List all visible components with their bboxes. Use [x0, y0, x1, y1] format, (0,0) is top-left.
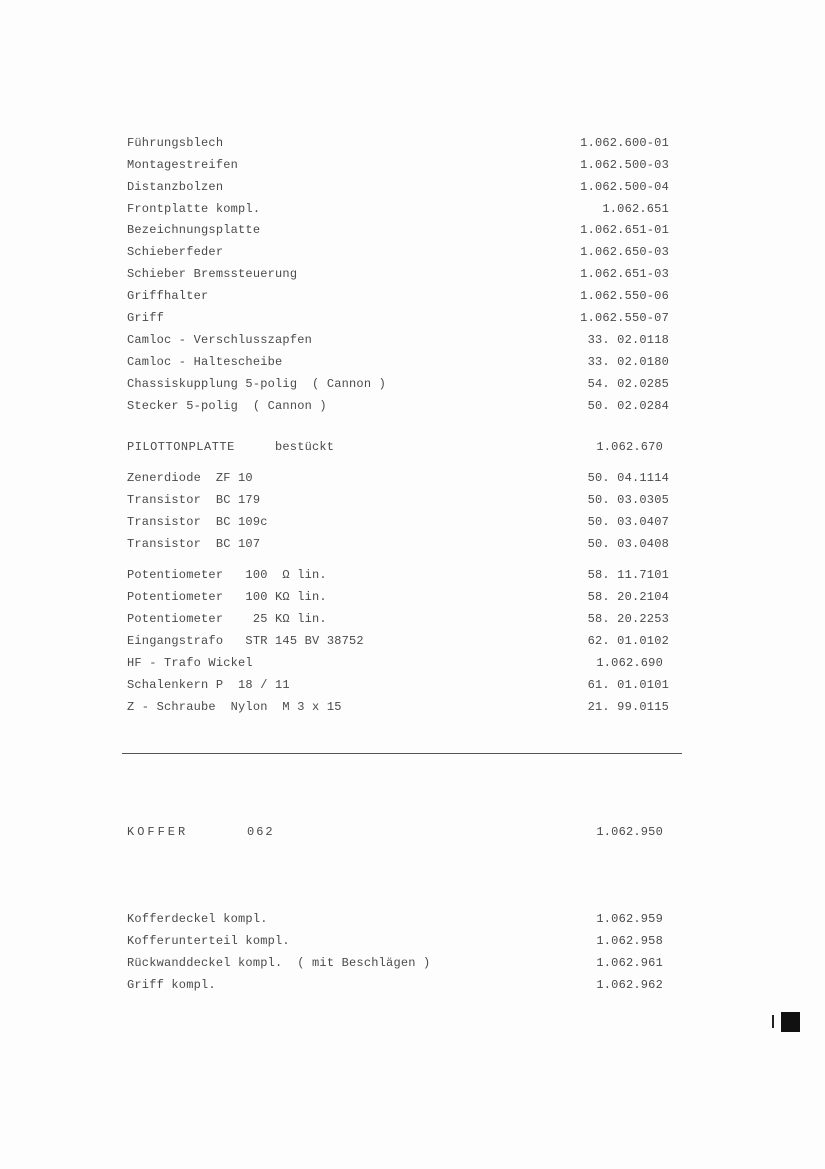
part-number: 1.062.962 [596, 978, 663, 992]
list-item [127, 220, 687, 240]
list-item [127, 133, 687, 153]
part-number: 1.062.500-03 [580, 158, 669, 172]
part-number: 1.062.600-01 [580, 136, 669, 150]
part-name: Zenerdiode ZF 10 [127, 471, 253, 485]
part-name: Rückwanddeckel kompl. ( mit Beschlägen ) [127, 956, 431, 970]
list-item [127, 909, 687, 929]
part-number: 54. 02.0285 [587, 377, 669, 391]
part-name: Transistor BC 107 [127, 537, 261, 551]
part-name: Potentiometer 100 KΩ lin. [127, 590, 327, 604]
list-item [127, 609, 687, 629]
part-name: Montagestreifen [127, 158, 239, 172]
part-name: Camloc - Haltescheibe [127, 355, 283, 369]
list-item [127, 587, 687, 607]
list-item [127, 286, 687, 306]
part-name: Frontplatte kompl. [127, 202, 261, 216]
part-name: Bezeichnungsplatte [127, 223, 261, 237]
part-name: Griffhalter [127, 289, 209, 303]
part-number: 50. 03.0407 [587, 515, 669, 529]
list-item [127, 374, 687, 394]
part-number: 1.062.651-01 [580, 223, 669, 237]
heading-note: bestückt [275, 440, 335, 454]
part-number: 58. 20.2104 [587, 590, 669, 604]
part-name: Transistor BC 109c [127, 515, 268, 529]
list-item [127, 330, 687, 350]
section-divider [122, 753, 682, 754]
part-number: 1.062.550-06 [580, 289, 669, 303]
part-name: Kofferdeckel kompl. [127, 912, 268, 926]
list-item [127, 512, 687, 532]
heading-number: 1.062.670 [596, 440, 663, 454]
heading-name: PILOTTONPLATTE [127, 440, 235, 454]
part-number: 1.062.961 [596, 956, 663, 970]
part-name: Eingangstrafo STR 145 BV 38752 [127, 634, 364, 648]
part-number: 1.062.650-03 [580, 245, 669, 259]
part-name: Schieber Bremssteuerung [127, 267, 298, 281]
heading-name: KOFFER [127, 825, 189, 839]
part-number: 1.062.500-04 [580, 180, 669, 194]
part-name: Stecker 5-polig ( Cannon ) [127, 399, 327, 413]
list-item [127, 631, 687, 651]
heading-number: 1.062.950 [596, 825, 663, 839]
scan-mark-block [781, 1012, 800, 1032]
list-item [127, 953, 687, 973]
part-name: HF - Trafo Wickel [127, 656, 253, 670]
part-number: 1.062.959 [596, 912, 663, 926]
part-number: 50. 03.0305 [587, 493, 669, 507]
part-number: 1.062.690 [596, 656, 663, 670]
part-number: 21. 99.0115 [587, 700, 669, 714]
list-item [127, 352, 687, 372]
part-name: Griff kompl. [127, 978, 216, 992]
part-number: 58. 11.7101 [587, 568, 669, 582]
part-name: Schieberfeder [127, 245, 224, 259]
part-name: Z - Schraube Nylon M 3 x 15 [127, 700, 342, 714]
list-item [127, 490, 687, 510]
list-item [127, 264, 687, 284]
part-number: 33. 02.0118 [587, 333, 669, 347]
part-number: 50. 02.0284 [587, 399, 669, 413]
list-item [127, 155, 687, 175]
part-name: Transistor BC 179 [127, 493, 261, 507]
part-number: 62. 01.0102 [587, 634, 669, 648]
part-name: Chassiskupplung 5-polig ( Cannon ) [127, 377, 387, 391]
part-number: 1.062.958 [596, 934, 663, 948]
scan-mark-bar [772, 1015, 774, 1028]
list-item [127, 534, 687, 554]
part-name: Schalenkern P 18 / 11 [127, 678, 290, 692]
section-heading [127, 822, 687, 842]
list-item [127, 675, 687, 695]
section-heading [127, 437, 687, 457]
list-item [127, 242, 687, 262]
part-number: 50. 04.1114 [587, 471, 669, 485]
list-item [127, 975, 687, 995]
list-item [127, 396, 687, 416]
part-number: 33. 02.0180 [587, 355, 669, 369]
part-name: Potentiometer 100 Ω lin. [127, 568, 327, 582]
list-item [127, 931, 687, 951]
part-name: Führungsblech [127, 136, 224, 150]
part-name: Kofferunterteil kompl. [127, 934, 290, 948]
part-name: Distanzbolzen [127, 180, 224, 194]
part-number: 1.062.651 [602, 202, 669, 216]
part-number: 1.062.550-07 [580, 311, 669, 325]
list-item [127, 468, 687, 488]
list-item [127, 199, 687, 219]
list-item [127, 308, 687, 328]
list-item [127, 653, 687, 673]
part-name: Camloc - Verschlusszapfen [127, 333, 313, 347]
heading-note: 062 [247, 825, 275, 839]
list-item [127, 697, 687, 717]
part-number: 58. 20.2253 [587, 612, 669, 626]
list-item [127, 177, 687, 197]
part-number: 1.062.651-03 [580, 267, 669, 281]
list-item [127, 565, 687, 585]
part-name: Griff [127, 311, 165, 325]
part-number: 50. 03.0408 [587, 537, 669, 551]
part-number: 61. 01.0101 [587, 678, 669, 692]
part-name: Potentiometer 25 KΩ lin. [127, 612, 327, 626]
